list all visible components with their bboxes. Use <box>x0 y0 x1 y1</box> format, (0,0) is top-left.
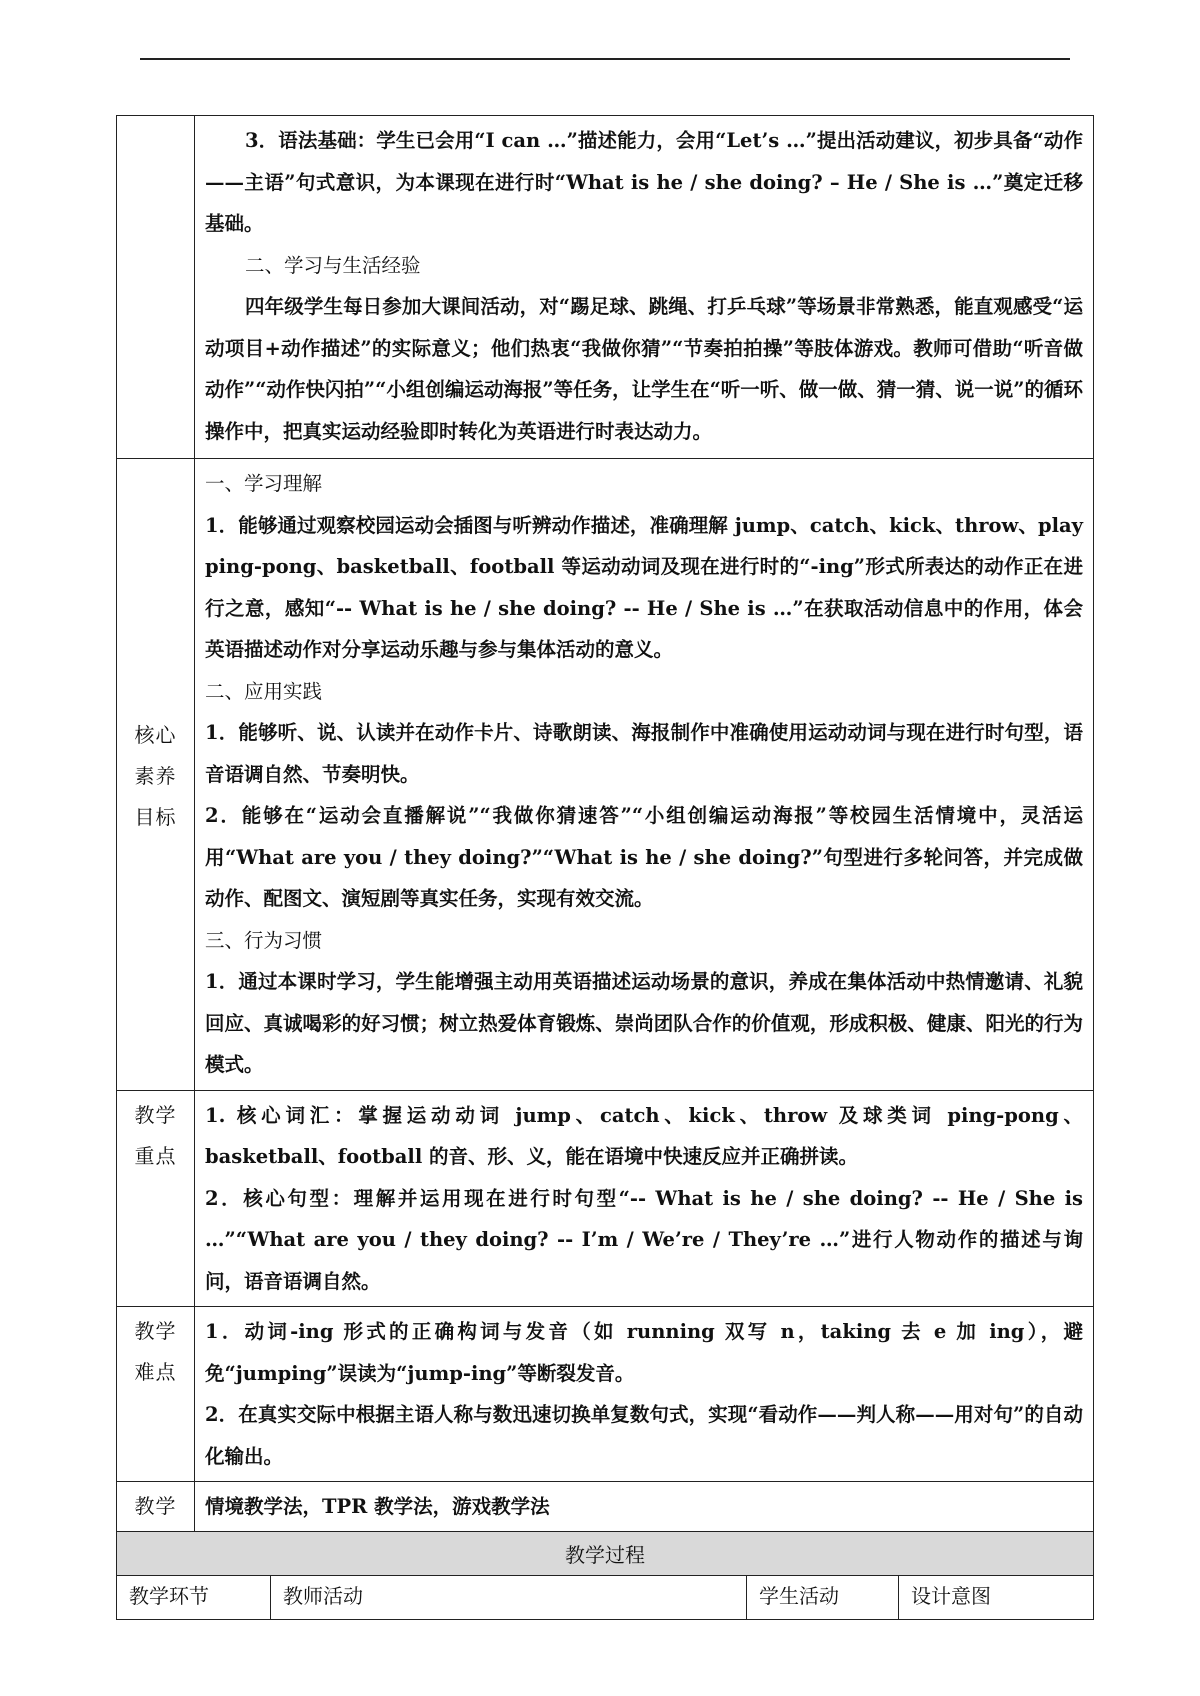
section-heading-habits: 三、行为习惯 <box>205 928 323 952</box>
lesson-plan-table <box>116 115 1094 1569</box>
grammar-basis-paragraph: 3．语法基础：学生已会用“I can …”描述能力，会用“Let’s …”提出活动建议，初步具备“动作——主语”句式意识，为本课现在进行时“What is he / she doing? – He / She is …”奠定迁移基础。 <box>205 129 1083 235</box>
key-points-label <box>117 1090 195 1307</box>
process-title-row <box>117 1532 1094 1576</box>
goal-practice-1: 1．能够听、说、认读并在动作卡片、诗歌朗读、海报制作中准确使用运动动词与现在进行时句型，语音语调自然、节奏明快。 <box>205 721 1083 786</box>
label-line: 目标 <box>134 804 177 829</box>
key-point-1: 1. 核心词汇：掌握运动动词 jump、catch、kick、throw 及球类词 ping-pong、basketball、football 的音、形、义，能在语境中快速反应并正确拼读。 <box>205 1103 1083 1168</box>
section-heading-experience: 二、学习与生活经验 <box>245 253 421 277</box>
goal-habits-1: 1．通过本课时学习，学生能增强主动用英语描述运动场景的意识，养成在集体活动中热情邀请、礼貌回应、真诚喝彩的好习惯；树立热爱体育锻炼、崇尚团队合作的价值观，形成积极、健康、阳光的行为模式。 <box>205 970 1083 1076</box>
methods-text: 情境教学法，TPR 教学法，游戏教学法 <box>205 1495 550 1518</box>
label-line: 核心 <box>134 722 177 747</box>
label-line: 重点 <box>134 1143 177 1168</box>
difficulty-1: 1．动词-ing 形式的正确构词与发音（如 running 双写 n，taking 去 e 加 ing），避免“jumping”误读为“jump-ing”等断裂发音。 <box>205 1320 1083 1385</box>
goal-understanding-1: 1．能够通过观察校园运动会插图与听辨动作描述，准确理解 jump、catch、kick、throw、play ping-pong、basketball、football 等运动动词及现在进行时的“-ing”形式所表达的动作正在进行之意，感知“-- What is he / she doing? -- He / She is …”在获取活动信息中的作用，体会英语描述动作对分享运动乐趣与参与集体活动的意义。 <box>205 513 1083 661</box>
teaching-process-table <box>116 1531 1094 1620</box>
row-core-goals <box>117 459 1094 1091</box>
column-header-student: 学生活动 <box>747 1576 899 1620</box>
difficulties-cell <box>195 1307 1094 1482</box>
difficulty-2: 2．在真实交际中根据主语人称与数迅速切换单复数句式，实现“看动作——判人称——用对句”的自动化输出。 <box>205 1403 1083 1468</box>
section-heading-understanding: 一、学习理解 <box>205 472 323 495</box>
label-line: 教学 <box>134 1102 177 1127</box>
goal-practice-2: 2．能够在“运动会直播解说”“我做你猜速答”“小组创编运动海报”等校园生活情境中，灵活运用“What are you / they doing?”“What is he / she doing?”句型进行多轮问答，并完成做动作、配图文、演短剧等真实任务，实现有效交流。 <box>205 804 1083 910</box>
column-header-intent: 设计意图 <box>899 1576 1094 1620</box>
difficulties-label <box>117 1307 195 1482</box>
row-continuation <box>117 116 1094 459</box>
section-heading-practice: 二、应用实践 <box>205 679 323 703</box>
core-goals-label <box>117 459 195 1091</box>
label-line: 素养 <box>134 763 177 788</box>
continuation-cell <box>195 116 1094 459</box>
column-header-teacher: 教师活动 <box>271 1576 747 1620</box>
row-key-points <box>117 1090 1094 1307</box>
experience-paragraph: 四年级学生每日参加大课间活动，对“踢足球、跳绳、打乒乓球”等场景非常熟悉，能直观感受“运动项目+动作描述”的实际意义；他们热衷“我做你猜”“节奏拍拍操”等肢体游戏。教师可借助“听音做动作”“动作快闪拍”“小组创编运动海报”等任务，让学生在“听一听、做一做、猜一猜、说一说”的循环操作中，把真实运动经验即时转化为英语进行时表达动力。 <box>205 295 1084 443</box>
label-line: 难点 <box>134 1360 177 1384</box>
label-line: 教学 <box>134 1494 177 1518</box>
row-difficulties <box>117 1307 1094 1482</box>
label-line: 教学 <box>134 1319 177 1343</box>
core-goals-cell <box>195 459 1094 1091</box>
header-rule <box>140 58 1070 60</box>
key-points-cell <box>195 1090 1094 1307</box>
process-header-row <box>117 1576 1094 1620</box>
key-point-2: 2．核心句型：理解并运用现在进行时句型“-- What is he / she doing? -- He / She is …”“What are you / they doing? -- I’m / We’re / They’re …”进行人物动作的描述与询问，语音语调自然。 <box>205 1186 1083 1293</box>
process-title: 教学过程 <box>117 1532 1094 1576</box>
column-header-stage: 教学环节 <box>117 1576 271 1620</box>
empty-label-cell <box>117 116 195 459</box>
